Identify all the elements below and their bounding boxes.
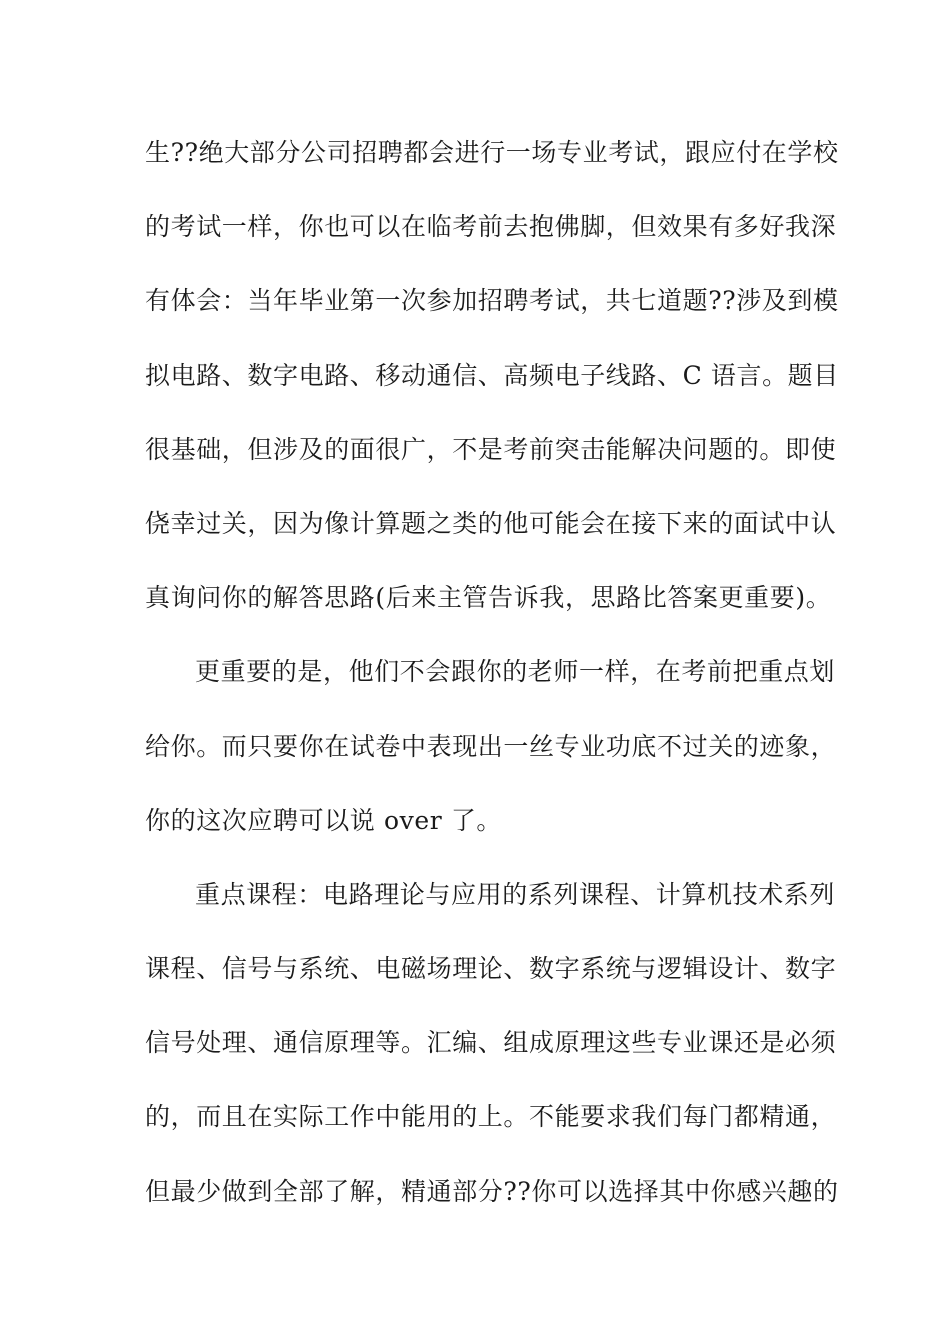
text-line: 的考试一样，你也可以在临考前去抱佛脚，但效果有多好我深 [145,212,837,242]
text-line: 侥幸过关，因为像计算题之类的他可能会在接下来的面试中认 [145,508,837,538]
text-line: 给你。而只要你在试卷中表现出一丝专业功底不过关的迹象， [145,731,837,761]
text-line: 你的这次应聘可以说 over 了。 [145,805,503,835]
text-line: 拟电路、数字电路、移动通信、高频电子线路、C 语言。题目 [145,360,839,390]
text-line: 真询问你的解答思路(后来主管告诉我，思路比答案更重要)。 [145,583,832,613]
text-line: 课程、信号与系统、电磁场理论、数字系统与逻辑设计、数字 [145,954,837,984]
paragraph-first-line: 重点课程：电路理论与应用的系列课程、计算机技术系列 [195,879,836,909]
text-line: 很基础，但涉及的面很广，不是考前突击能解决问题的。即使 [145,434,837,464]
text-line: 但最少做到全部了解，精通部分??你可以选择其中你感兴趣的 [145,1176,839,1206]
text-line: 有体会：当年毕业第一次参加招聘考试，共七道题??涉及到模 [145,286,839,316]
paragraph-first-line: 更重要的是，他们不会跟你的老师一样，在考前把重点划 [195,657,836,687]
body-text [145,125,839,1238]
text-line: 的，而且在实际工作中能用的上。不能要求我们每门都精通， [145,1102,837,1132]
text-line: 信号处理、通信原理等。汇编、组成原理这些专业课还是必须 [145,1028,837,1058]
text-line: 生??绝大部分公司招聘都会进行一场专业考试，跟应付在学校 [145,138,839,167]
